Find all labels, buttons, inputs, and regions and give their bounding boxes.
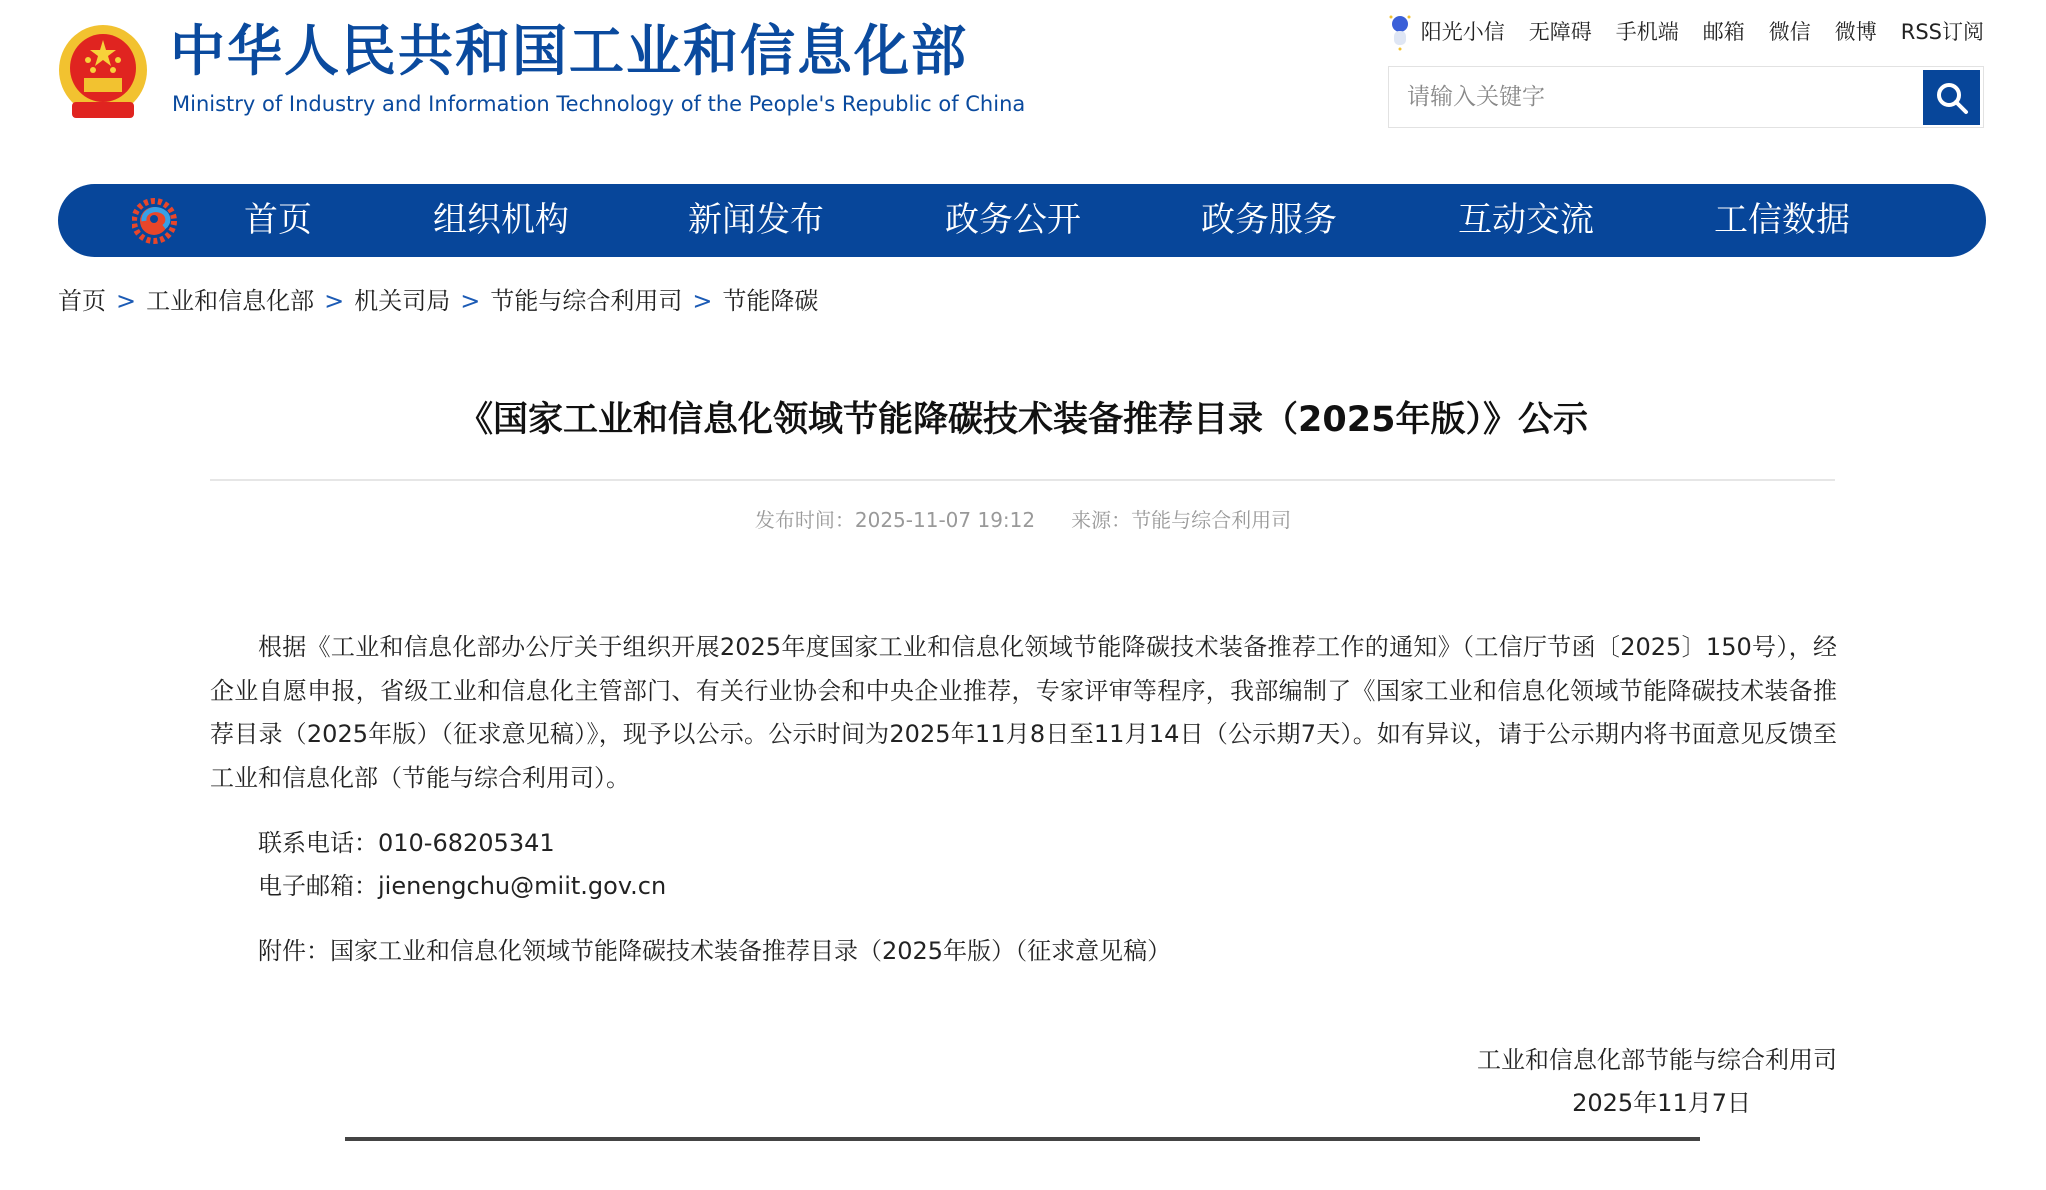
- search-box: [1388, 66, 1984, 128]
- search-button[interactable]: [1923, 70, 1980, 125]
- body-paragraph: 根据《工业和信息化部办公厅关于组织开展2025年度国家工业和信息化领域节能降碳技术装备推荐工作的通知》（工信厅节函〔2025〕150号），经企业自愿申报，省级工业和信息化主管部门、有关行业协会和中央企业推荐，专家评审等程序，我部编制了《国家工业和信息化领域节能降碳技术装备推荐目录（2025年版）（征求意见稿）》，现予以公示。公示时间为2025年11月8日至11月14日（公示期7天）。如有异议，请于公示期内将书面意见反馈至工业和信息化部（节能与综合利用司）。: [210, 633, 1837, 792]
- source: 节能与综合利用司: [1131, 508, 1292, 532]
- breadcrumb-ministry[interactable]: 工业和信息化部: [146, 287, 315, 315]
- breadcrumb-separator: >: [324, 287, 345, 315]
- signature-date: 2025年11月7日: [1572, 1089, 1751, 1117]
- attachment-label: 附件：: [258, 937, 330, 965]
- site-title: 中华人民共和国工业和信息化部: [170, 19, 969, 83]
- nav-news[interactable]: 新闻发布: [688, 200, 824, 240]
- link-wechat[interactable]: 微信: [1768, 20, 1811, 44]
- link-mobile[interactable]: 手机端: [1615, 20, 1679, 44]
- source-label: 来源：: [1071, 508, 1132, 532]
- nav-data[interactable]: 工信数据: [1714, 200, 1850, 240]
- link-mail[interactable]: 邮箱: [1702, 20, 1745, 44]
- search-icon: [1935, 81, 1969, 115]
- main-nav: [58, 184, 1986, 257]
- breadcrumb-home[interactable]: 首页: [58, 287, 106, 315]
- phone-value: 010-68205341: [378, 829, 555, 857]
- article-meta: [0, 506, 2046, 534]
- link-accessibility[interactable]: 无障碍: [1528, 20, 1592, 44]
- nav-government-affairs[interactable]: 政务公开: [945, 200, 1081, 240]
- nav-organization[interactable]: 组织机构: [433, 200, 569, 240]
- breadcrumb-department[interactable]: 节能与综合利用司: [490, 287, 683, 315]
- site-subtitle: Ministry of Industry and Information Technology of the People's Republic of China: [172, 92, 1026, 116]
- breadcrumb-current[interactable]: 节能降碳: [722, 287, 819, 315]
- breadcrumb-separator: >: [116, 287, 137, 315]
- breadcrumb-separator: >: [692, 287, 713, 315]
- signature-org: 工业和信息化部节能与综合利用司: [1477, 1046, 1837, 1074]
- link-weibo[interactable]: 微博: [1834, 20, 1877, 44]
- publish-label: 发布时间：: [754, 508, 855, 532]
- attachment-link[interactable]: 国家工业和信息化领域节能降碳技术装备推荐目录（2025年版）（征求意见稿）: [330, 937, 1172, 965]
- nav-interaction[interactable]: 互动交流: [1458, 200, 1594, 240]
- breadcrumb-departments[interactable]: 机关司局: [354, 287, 451, 315]
- search-input[interactable]: [1389, 67, 1919, 127]
- email-label: 电子邮箱：: [258, 872, 378, 900]
- nav-home[interactable]: 首页: [244, 200, 312, 240]
- title-divider: [210, 479, 1835, 481]
- contact-email: [210, 865, 1837, 908]
- robot-mascot-icon: [1387, 13, 1413, 51]
- national-emblem-logo[interactable]: [58, 24, 148, 122]
- email-value: jienengchu@miit.gov.cn: [378, 872, 667, 900]
- contact-phone: [210, 822, 1837, 865]
- link-sunshine[interactable]: 阳光小信: [1420, 20, 1505, 44]
- nav-government-services[interactable]: 政务服务: [1201, 200, 1337, 240]
- footer-divider: [345, 1137, 1700, 1141]
- breadcrumb: [58, 284, 818, 318]
- article-body: [210, 626, 1837, 1141]
- attachment: [210, 930, 1837, 973]
- article-title: 《国家工业和信息化领域节能降碳技术装备推荐目录（2025年版）》公示: [458, 400, 1588, 440]
- top-links: [1387, 12, 1984, 52]
- industry-gear-logo-icon: [132, 197, 180, 245]
- phone-label: 联系电话：: [258, 829, 378, 857]
- publish-time: 2025-11-07 19:12: [854, 508, 1036, 532]
- breadcrumb-separator: >: [460, 287, 481, 315]
- link-rss[interactable]: RSS订阅: [1900, 20, 1984, 44]
